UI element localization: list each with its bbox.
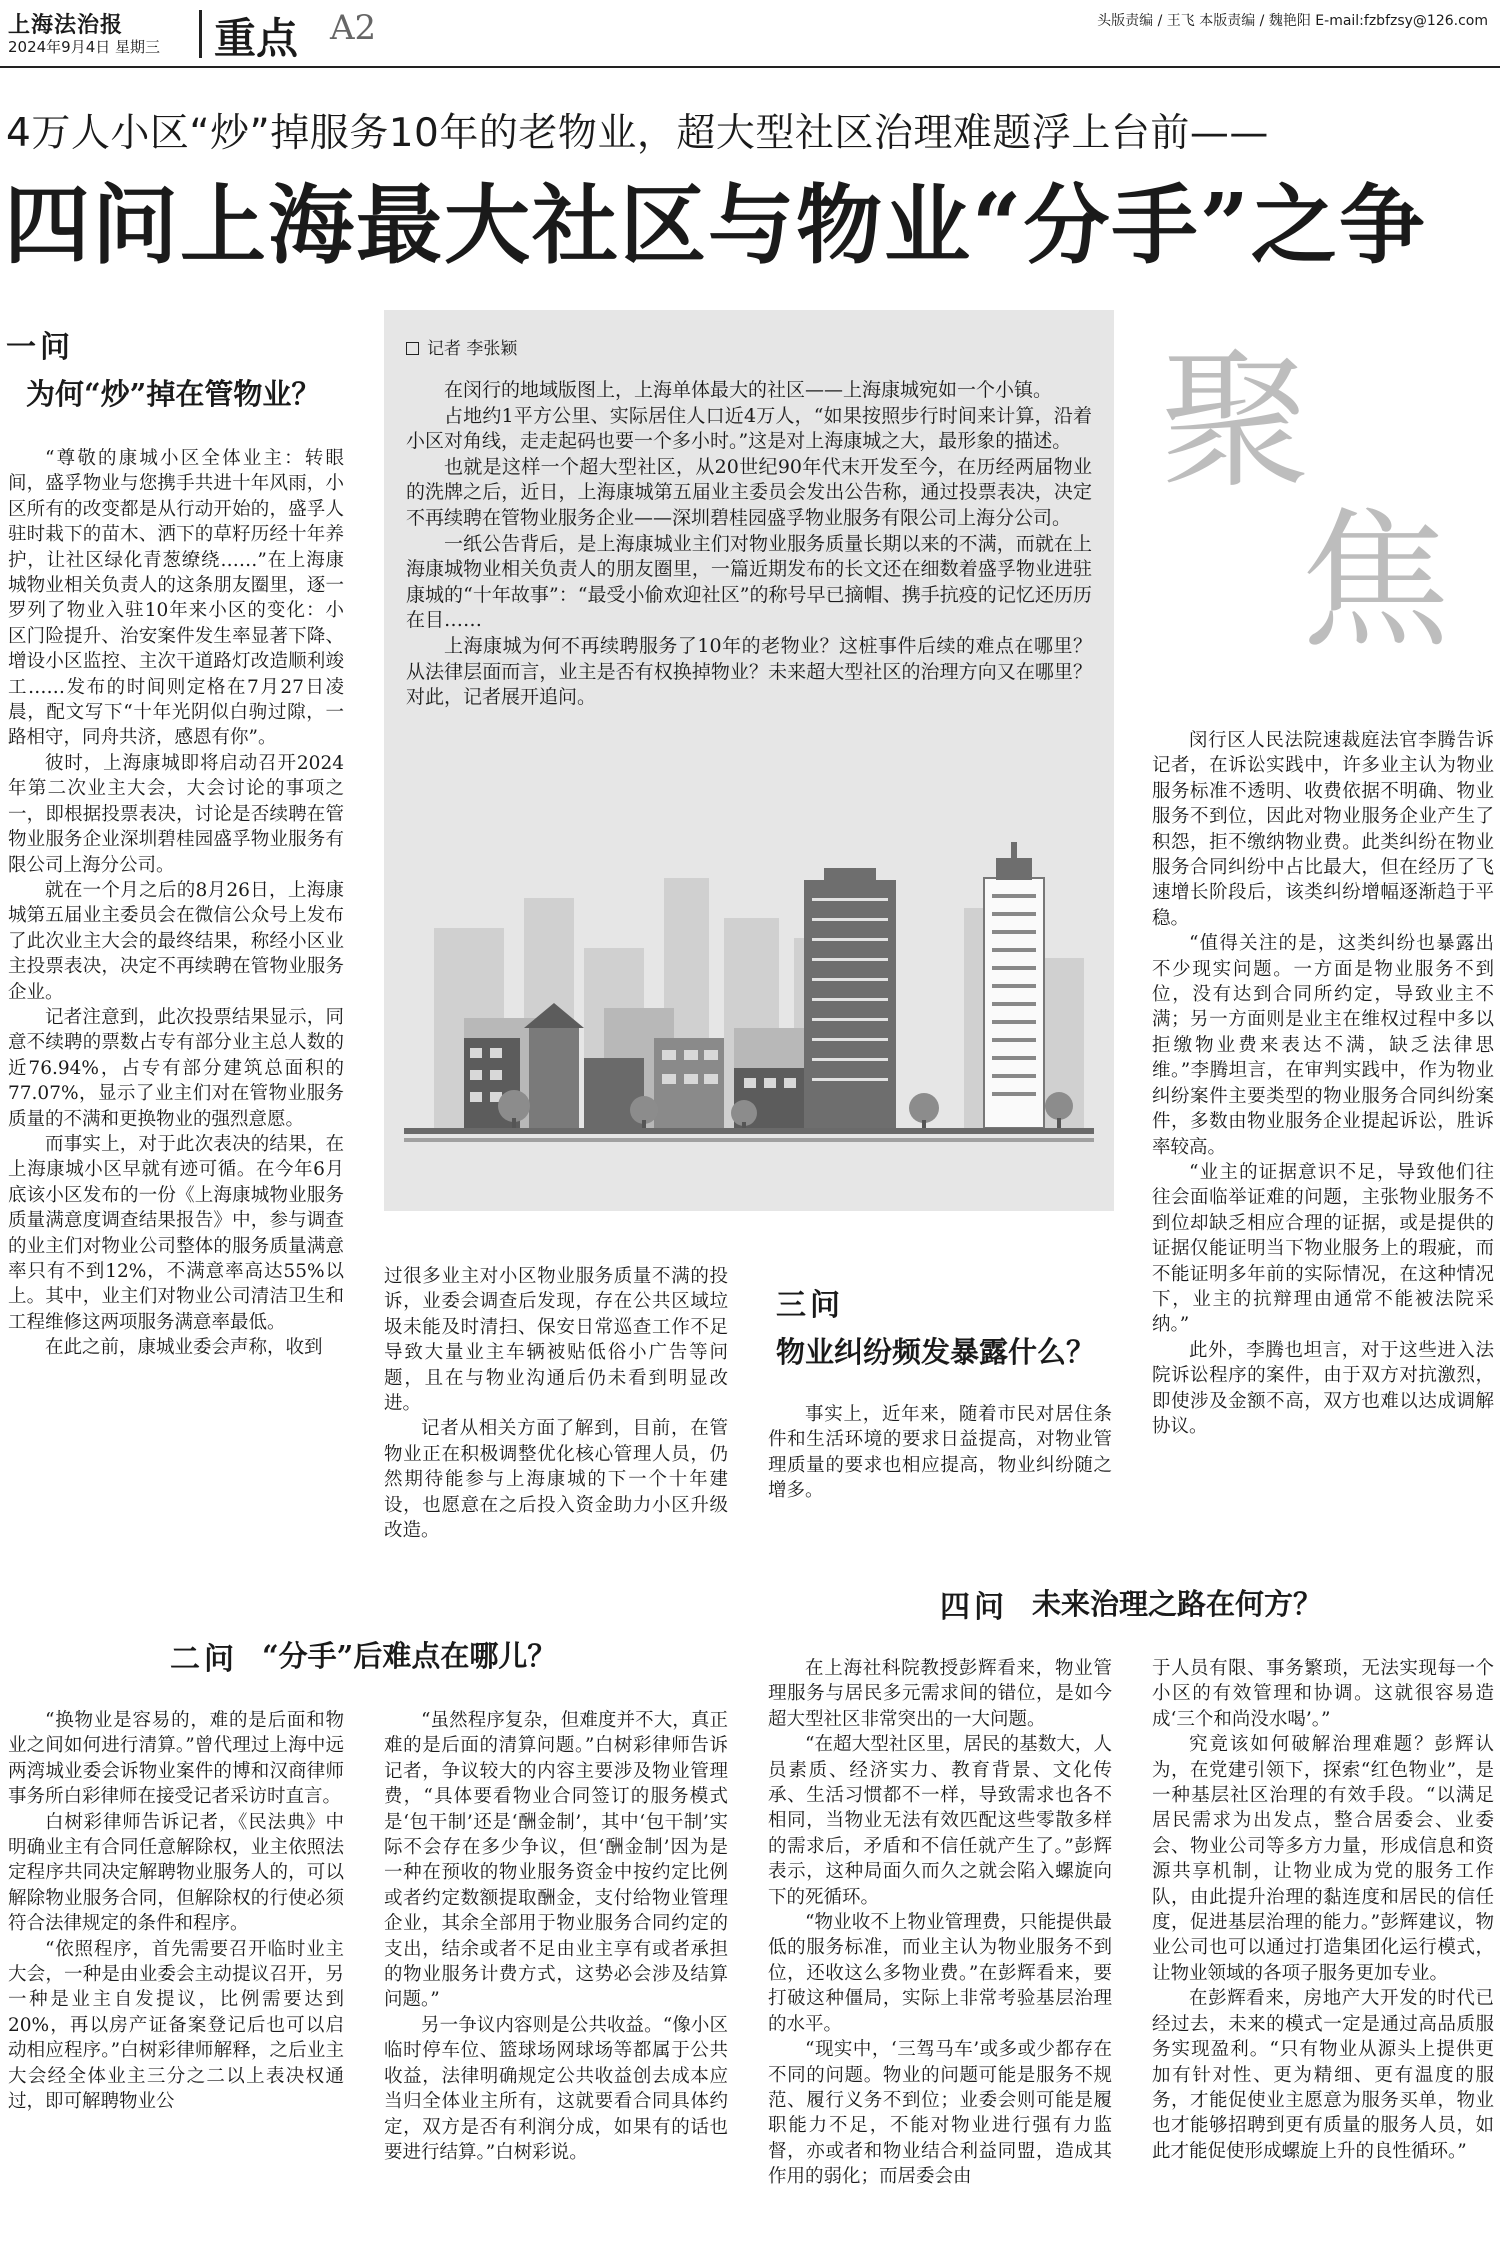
q4-paragraph: “现实中，‘三驾马车’或多或少都存在不同的问题。物业的问题可能是服务不规范、履行义务不到位；业委会则可能是履职能力不足，不能对物业进行强有力监督，亦或者和物业结合利益同盟，造成其作用的弱化；而居委会由: [768, 2039, 1112, 2188]
intro-paragraph: 上海康城为何不再续聘服务了10年的老物业？这桩事件后续的难点在哪里？从法律层面而言，业主是否有权换掉物业？未来超大型社区的治理方向又在哪里？对此，记者展开追问。: [406, 634, 1092, 709]
q2-paragraph: 另一争议内容则是公共收益。“像小区临时停车位、篮球场网球场等都属于公共收益，法律明确规定公共收益创去成本应当归全体业主所有，这就要看合同具体约定，双方是否有利润分成，如果有的话也要进行结算。”白树彩说。: [384, 2014, 728, 2163]
byline-box-icon: [406, 342, 419, 355]
paper-name: 上海法治报: [8, 12, 124, 38]
intro-text: [406, 378, 1092, 711]
q2-paragraph: “虽然程序复杂，但难度并不大，真正难的是后面的清算问题。”白树彩律师告诉记者，争议较大的内容主要涉及物业管理费，“具体要看物业合同签订的服务模式是‘包干制’还是‘酬金制’，其中‘包干制’实际不会存在多少争议，但‘酬金制’因为是一种在预收的物业服务资金中按约定比例或者约定数额提取酬金，支付给物业管理企业，其余全部用于物业服务合同约定的支出，结余或者不足由业主享有或者承担的物业服务计费方式，这势必会涉及结算问题。”: [384, 1710, 728, 2011]
q2-paragraph: “换物业是容易的，难的是后面和物业之间如何进行清算。”曾代理过上海中远两湾城业委会诉物业案件的博和汉商律师事务所白彩律师在接受记者采访时直言。: [8, 1710, 344, 1808]
paper-date: 2024年9月4日 星期三: [8, 38, 161, 56]
intro-paragraph: 占地约1平方公里、实际居住人口近4万人，“如果按照步行时间来计算，沿着小区对角线，走走起码也要一个多小时。”这是对上海康城之大，最形象的描述。: [406, 404, 1092, 453]
masthead-rule: [0, 66, 1500, 68]
headline: 四问上海最大社区与物业“分手”之争: [4, 175, 1427, 276]
q4-column-2: [1152, 1656, 1494, 2164]
page-number: A2: [330, 8, 377, 48]
focus-char-2: 焦: [1300, 495, 1451, 669]
q3-paragraph: “业主的证据意识不足，导致他们往往会面临举证难的问题，主张物业服务不到位却缺乏相应合理的证据，或是提供的证据仅能证明当下物业服务上的瑕疵，而不能证明多年前的实际情况，在这种情况下，业主的抗辩理由通常不能被法院采纳。”: [1152, 1161, 1494, 1336]
q3-title: 物业纠纷频发暴露什么？: [776, 1335, 1096, 1369]
masthead-divider: [199, 10, 202, 58]
q1-title: 为何“炒”掉在管物业？: [26, 377, 321, 411]
q2-title: “分手”后难点在哪儿？: [262, 1639, 557, 1673]
q1-paragraph: 彼时，上海康城即将启动召开2024年第二次业主大会，大会讨论的事项之一，即根据投票表决，讨论是否续聘在管物业服务企业深圳碧桂园盛孚物业服务有限公司上海分公司。: [8, 752, 344, 876]
q1-paragraph: 记者注意到，此次投票结果显示，同意不续聘的票数占专有部分业主总人数的近76.94%，占专有部分建筑总面积的77.07%，显示了业主们对在管物业服务质量的不满和更换物业的强烈意愿。: [8, 1006, 344, 1130]
q2-paragraph: “依照程序，首先需要召开临时业主大会，一种是由业委会主动提议召开，另一种是业主自发提议，比例需要达到20%，再以房产证备案登记后也可以启动相应程序。”白树彩律师解释，之后业主大会经全体业主三分之二以上表决权通过，即可解聘物业公: [8, 1938, 344, 2113]
q3-right-column: [1152, 728, 1494, 1439]
subheadline: 4万人小区“炒”掉服务10年的老物业，超大型社区治理难题浮上台前——: [6, 111, 1269, 156]
q1-paragraph: 就在一个月之后的8月26日，上海康城第五届业主委员会在微信公众号上发布了此次业主大会的最终结果，称经小区业主投票表决，决定不再续聘在管物业服务企业。: [8, 879, 344, 1003]
q3-paragraph: 此外，李腾也坦言，对于这些进入法院诉讼程序的案件，由于双方对抗激烈，即使涉及金额不高，双方也难以达成调解协议。: [1152, 1339, 1494, 1437]
byline-text: 记者 李张颖: [427, 339, 518, 359]
intro-paragraph: 也就是这样一个超大型社区，从20世纪90年代末开发至今，在历经两届物业的洗牌之后，近日，上海康城第五届业主委员会发出公告称，通过投票表决，决定不再续聘在管物业服务企业——深圳碧桂园盛孚物业服务有限公司上海分公司。: [406, 455, 1092, 529]
intro-box: [384, 310, 1114, 1211]
q3-column: [768, 1402, 1112, 1504]
q3-paragraph: “值得关注的是，这类纠纷也暴露出不少现实问题。一方面是物业服务不到位，没有达到合同所约定，导致业主不满；另一方面则是业主在维权过程中多以拒缴物业费来表达不满，缺乏法律思维。”李腾坦言，在审判实践中，作为物业纠纷案件主要类型的物业服务合同纠纷案件，多数由物业服务企业提起诉讼，胜诉率较高。: [1152, 933, 1494, 1158]
cityscape-illustration: [404, 838, 1094, 1198]
q2-column-1: [8, 1708, 344, 2115]
q1-column: [8, 446, 344, 1361]
section-name: 重点: [214, 14, 299, 63]
intro-paragraph: 一纸公告背后，是上海康城业主们对物业服务质量长期以来的不满，而就在上海康城物业相关负责人的朋友圈里，一篇近期发布的长文还在细数着盛孚物业进驻康城的“十年故事”：“最受小偷欢迎社区”的称号早已摘帽、携手抗疫的记忆还历历在目……: [406, 532, 1092, 632]
q4-paragraph: “在超大型社区里，居民的基数大，人员素质、经济实力、教育背景、文化传承、生活习惯都不一样，导致需求也各不相同，当物业无法有效匹配这些零散多样的需求后，矛盾和不信任就产生了。”彭辉表示，这种局面久而久之就会陷入螺旋向下的死循环。: [768, 1734, 1112, 1908]
q3-number: 三问: [776, 1288, 844, 1323]
q4-paragraph: “物业收不上物业管理费，只能提供最低的服务标准，而业主认为物业服务不到位，还收这么多物业费。”在彭辉看来，要打破这种僵局，实际上非常考验基层治理的水平。: [768, 1912, 1112, 2035]
intro-paragraph: 在闵行的地域版图上，上海单体最大的社区——上海康城宛如一个小镇。: [444, 379, 1053, 401]
q4-paragraph: 在彭辉看来，房地产大开发的时代已经过去，未来的模式一定是通过高品质服务实现盈利。“只有物业从源头上提供更加有针对性、更为精细、更有温度的服务，才能促使业主愿意为服务买单，物业也才能够招聘到更有质量的服务人员，如此才能促使形成螺旋上升的良性循环。”: [1152, 1988, 1494, 2162]
editor-credits: 头版责编 / 王飞 本版责编 / 魏艳阳 E-mail:fzbfzsy@126.com: [1097, 13, 1488, 29]
q1-paragraph: 在此之前，康城业委会声称，收到: [45, 1337, 323, 1359]
q1-paragraph: 而事实上，对于此次表决的结果，在上海康城小区早就有迹可循。在今年6月底该小区发布的一份《上海康城物业服务质量满意度调查结果报告》中，参与调查的业主们对物业公司整体的服务质量满意率只有不到12%，不满意率高达55%以上。其中，业主们对物业公司清洁卫生和工程维修这两项服务满意率最低。: [8, 1133, 344, 1333]
focus-label: [1140, 300, 1480, 669]
masthead: [0, 0, 1500, 66]
q4-number: 四问: [940, 1590, 1008, 1625]
focus-char-1: 聚: [1160, 335, 1311, 509]
q1-continued-column: [384, 1264, 728, 1543]
q4-paragraph: 在上海社科院教授彭辉看来，物业管理服务与居民多元需求间的错位，是如今超大型社区非常突出的一大问题。: [768, 1658, 1112, 1730]
q2-number: 二问: [170, 1642, 238, 1677]
q4-paragraph: 于人员有限、事务繁琐，无法实现每一个小区的有效管理和协调。这就很容易造成‘三个和尚没水喝’。”: [1152, 1658, 1494, 1730]
q3-paragraph: 闵行区人民法院速裁庭法官李腾告诉记者，在诉讼实践中，许多业主认为物业服务标准不透明、收费依据不明确、物业服务不到位，因此对物业服务企业产生了积怨，拒不缴纳物业费。此类纠纷在物业服务合同纠纷中占比最大，但在经历了飞速增长阶段后，该类纠纷增幅逐渐趋于平稳。: [1152, 730, 1494, 929]
q1-paragraph: 过很多业主对小区物业服务质量不满的投诉，业委会调查后发现，存在公共区域垃圾未能及时清扫、保安日常巡查工作不足导致大量业主车辆被贴低俗小广告等问题，且在与物业沟通后仍未看到明显改进。: [384, 1266, 728, 1415]
q1-paragraph: 记者从相关方面了解到，目前，在管物业正在积极调整优化核心管理人员，仍然期待能参与上海康城的下一个十年建设，也愿意在之后投入资金助力小区升级改造。: [384, 1418, 728, 1542]
q4-column-1: [768, 1656, 1112, 2190]
q1-number: 一问: [6, 330, 74, 365]
q3-paragraph: 事实上，近年来，随着市民对居住条件和生活环境的要求日益提高，对物业管理质量的要求也相应提高，物业纠纷随之增多。: [768, 1404, 1112, 1502]
q4-paragraph: 究竟该如何破解治理难题？彭辉认为，在党建引领下，探索“红色物业”，是一种基层社区治理的有效手段。“以满足居民需求为出发点，整合居委会、业委会、物业公司等多方力量，形成信息和资源共享机制，让物业成为党的服务工作队，由此提升治理的黏连度和居民的信任度，促进基层治理的能力。”彭辉建议，物业公司也可以通过打造集团化运行模式，让物业领域的各项子服务更加专业。: [1152, 1734, 1494, 1984]
byline: [406, 334, 517, 359]
q2-paragraph: 白树彩律师告诉记者，《民法典》中明确业主有合同任意解除权，业主依照法定程序共同决定解聘物业服务人的，可以解除物业服务合同，但解除权的行使必须符合法律规定的条件和程序。: [8, 1811, 344, 1935]
q2-column-2: [384, 1708, 728, 2165]
q1-paragraph: “尊敬的康城小区全体业主：转眼间，盛孚物业与您携手共进十年风雨，小区所有的改变都是从行动开始的，盛孚人驻时栽下的苗木、洒下的草籽历经十年养护，让社区绿化青葱缭绕……”在上海康城物业相关负责人的这条朋友圈里，逐一罗列了物业入驻10年来小区的变化：小区门险提升、治安案件发生率显著下降、增设小区监控、主次干道路灯改造顺利竣工……发布的时间则定格在7月27日凌晨，配文写下“十年光阴似白驹过隙，一路相守，同舟共济，感恩有你”。: [8, 448, 344, 749]
q4-title: 未来治理之路在何方？: [1032, 1587, 1323, 1621]
